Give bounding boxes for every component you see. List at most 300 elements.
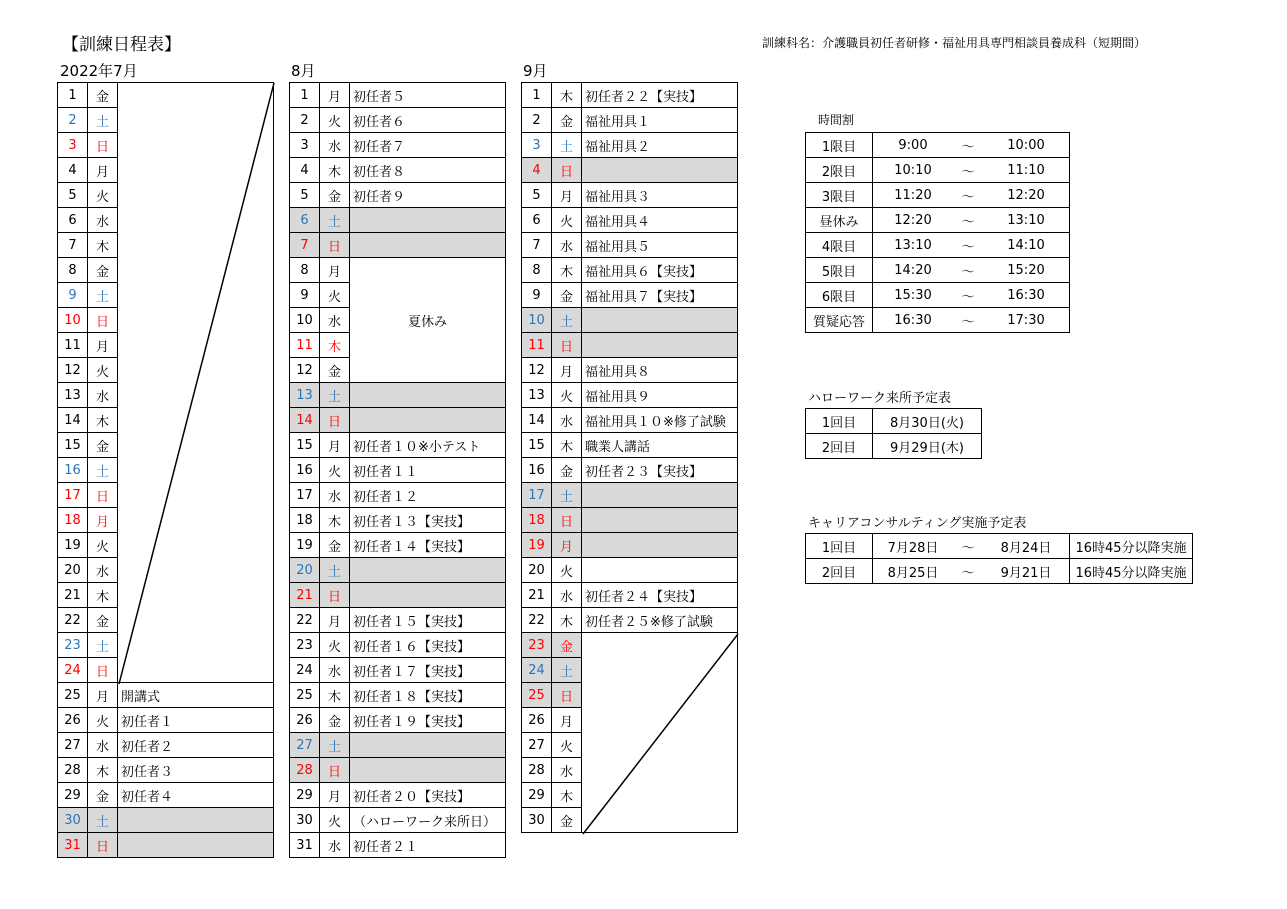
schedule-content: 初任者２: [118, 733, 274, 758]
day-number: 9: [290, 283, 320, 308]
day-number: 28: [290, 758, 320, 783]
weekday: 金: [88, 608, 118, 633]
schedule-content: 初任者５: [350, 83, 506, 108]
calendar-row: [58, 733, 274, 758]
weekday: 金: [552, 808, 582, 833]
calendar-row: [522, 233, 738, 258]
day-number: 16: [58, 458, 88, 483]
calendar-row: [290, 258, 506, 283]
day-number: 14: [290, 408, 320, 433]
start-time: 15:30: [873, 283, 954, 308]
timetable-row: [806, 158, 1070, 183]
weekday: 土: [88, 808, 118, 833]
day-number: 30: [522, 808, 552, 833]
weekday: 火: [88, 708, 118, 733]
weekday: 水: [320, 833, 350, 858]
schedule-content: [582, 558, 738, 583]
month-label-september: 9月: [523, 62, 548, 80]
weekday: 日: [88, 133, 118, 158]
day-number: 4: [290, 158, 320, 183]
month-label-july: 2022年7月: [60, 62, 138, 80]
weekday: 火: [552, 558, 582, 583]
day-number: 8: [522, 258, 552, 283]
calendar-row: [290, 183, 506, 208]
day-number: 28: [522, 758, 552, 783]
weekday: 金: [552, 458, 582, 483]
schedule-content: 職業人講話: [582, 433, 738, 458]
day-number: 21: [290, 583, 320, 608]
schedule-content: 福祉用具１０※修了試験: [582, 408, 738, 433]
day-number: 19: [522, 533, 552, 558]
schedule-content: [350, 383, 506, 408]
day-number: 27: [522, 733, 552, 758]
schedule-content: 福祉用具２: [582, 133, 738, 158]
calendar-row: [290, 108, 506, 133]
schedule-content: 初任者２４【実技】: [582, 583, 738, 608]
weekday: 火: [552, 208, 582, 233]
weekday: 土: [320, 383, 350, 408]
summer-break: 夏休み: [350, 258, 506, 383]
calendar-row: [58, 808, 274, 833]
day-number: 14: [58, 408, 88, 433]
weekday: 水: [552, 758, 582, 783]
session-number: 1回目: [806, 534, 873, 559]
schedule-content: [350, 408, 506, 433]
weekday: 日: [88, 833, 118, 858]
day-number: 13: [58, 383, 88, 408]
day-number: 7: [58, 233, 88, 258]
tilde: ～: [953, 158, 983, 183]
calendar-row: [58, 83, 274, 108]
weekday: 水: [88, 208, 118, 233]
weekday: 木: [320, 683, 350, 708]
hellowork-title: ハローワーク来所予定表: [808, 391, 952, 406]
day-number: 23: [58, 633, 88, 658]
schedule-content: 初任者１８【実技】: [350, 683, 506, 708]
calendar-row: [290, 158, 506, 183]
weekday: 月: [320, 258, 350, 283]
period-name: 4限目: [806, 233, 873, 258]
day-number: 19: [58, 533, 88, 558]
day-number: 5: [522, 183, 552, 208]
schedule-content: [350, 583, 506, 608]
day-number: 3: [290, 133, 320, 158]
day-number: 6: [58, 208, 88, 233]
day-number: 11: [522, 333, 552, 358]
weekday: 水: [320, 483, 350, 508]
calendar-row: [290, 483, 506, 508]
weekday: 日: [320, 583, 350, 608]
weekday: 火: [88, 533, 118, 558]
day-number: 15: [522, 433, 552, 458]
weekday: 水: [320, 308, 350, 333]
career-row: [806, 559, 1193, 584]
schedule-content: 福祉用具７【実技】: [582, 283, 738, 308]
weekday: 日: [320, 233, 350, 258]
calendar-row: [290, 508, 506, 533]
schedule-content: 福祉用具８: [582, 358, 738, 383]
day-number: 25: [58, 683, 88, 708]
hellowork-table: [805, 408, 982, 459]
end-time: 10:00: [983, 133, 1070, 158]
weekday: 木: [320, 158, 350, 183]
weekday: 水: [552, 408, 582, 433]
calendar-row: [290, 733, 506, 758]
end-time: 12:20: [983, 183, 1070, 208]
timetable-row: [806, 208, 1070, 233]
weekday: 木: [552, 783, 582, 808]
timetable: [805, 132, 1070, 333]
day-number: 12: [58, 358, 88, 383]
calendar-row: [522, 308, 738, 333]
calendar-row: [522, 258, 738, 283]
start-time: 12:20: [873, 208, 954, 233]
period-name: 6限目: [806, 283, 873, 308]
month-label-august: 8月: [291, 62, 316, 80]
weekday: 土: [552, 133, 582, 158]
timetable-row: [806, 133, 1070, 158]
calendar-row: [522, 433, 738, 458]
schedule-content: 初任者１９【実技】: [350, 708, 506, 733]
schedule-content: [350, 233, 506, 258]
day-number: 17: [290, 483, 320, 508]
end-time: 17:30: [983, 308, 1070, 333]
weekday: 月: [320, 608, 350, 633]
schedule-content: 初任者６: [350, 108, 506, 133]
weekday: 火: [320, 283, 350, 308]
day-number: 26: [290, 708, 320, 733]
weekday: 火: [88, 358, 118, 383]
calendar-september: [521, 82, 738, 833]
day-number: 27: [290, 733, 320, 758]
calendar-row: [522, 108, 738, 133]
schedule-content: 初任者１６【実技】: [350, 633, 506, 658]
weekday: 月: [552, 183, 582, 208]
weekday: 日: [552, 333, 582, 358]
day-number: 6: [290, 208, 320, 233]
weekday: 土: [88, 458, 118, 483]
day-number: 16: [290, 458, 320, 483]
day-number: 10: [522, 308, 552, 333]
calendar-row: [290, 833, 506, 858]
day-number: 2: [58, 108, 88, 133]
weekday: 日: [88, 658, 118, 683]
visit-number: 1回目: [806, 409, 873, 434]
calendar-row: [290, 558, 506, 583]
schedule-content: 初任者３: [118, 758, 274, 783]
day-number: 5: [58, 183, 88, 208]
period-name: 5限目: [806, 258, 873, 283]
day-number: 24: [290, 658, 320, 683]
day-number: 15: [58, 433, 88, 458]
day-number: 4: [522, 158, 552, 183]
schedule-content: [350, 733, 506, 758]
start-time: 9:00: [873, 133, 954, 158]
calendar-row: [522, 533, 738, 558]
weekday: 土: [88, 633, 118, 658]
schedule-content: （ハローワーク来所日）: [350, 808, 506, 833]
day-number: 26: [58, 708, 88, 733]
calendar-row: [522, 208, 738, 233]
tilde: ～: [953, 534, 983, 559]
schedule-content: [350, 208, 506, 233]
start-date: 7月28日: [873, 534, 954, 559]
weekday: 木: [320, 508, 350, 533]
day-number: 27: [58, 733, 88, 758]
weekday: 日: [552, 508, 582, 533]
weekday: 水: [552, 233, 582, 258]
schedule-content: 福祉用具９: [582, 383, 738, 408]
start-date: 8月25日: [873, 559, 954, 584]
blank-period: [118, 83, 274, 683]
period-name: 1限目: [806, 133, 873, 158]
weekday: 火: [320, 458, 350, 483]
period-name: 昼休み: [806, 208, 873, 233]
schedule-content: [350, 558, 506, 583]
day-number: 23: [522, 633, 552, 658]
schedule-content: 福祉用具５: [582, 233, 738, 258]
weekday: 日: [552, 683, 582, 708]
timetable-row: [806, 258, 1070, 283]
weekday: 日: [552, 158, 582, 183]
schedule-content: 初任者１３【実技】: [350, 508, 506, 533]
career-row: [806, 534, 1193, 559]
weekday: 月: [320, 433, 350, 458]
end-time: 16:30: [983, 283, 1070, 308]
weekday: 金: [320, 708, 350, 733]
day-number: 3: [522, 133, 552, 158]
day-number: 6: [522, 208, 552, 233]
day-number: 8: [290, 258, 320, 283]
weekday: 日: [320, 758, 350, 783]
weekday: 金: [88, 783, 118, 808]
day-number: 29: [290, 783, 320, 808]
day-number: 1: [522, 83, 552, 108]
day-number: 24: [522, 658, 552, 683]
schedule-content: [582, 333, 738, 358]
day-number: 18: [58, 508, 88, 533]
weekday: 月: [552, 533, 582, 558]
day-number: 9: [58, 283, 88, 308]
day-number: 30: [290, 808, 320, 833]
weekday: 木: [320, 333, 350, 358]
weekday: 月: [552, 358, 582, 383]
period-name: 2限目: [806, 158, 873, 183]
schedule-content: [118, 833, 274, 858]
calendar-row: [58, 683, 274, 708]
day-number: 7: [290, 233, 320, 258]
weekday: 水: [552, 583, 582, 608]
calendar-row: [522, 283, 738, 308]
course-name: 訓練科名：介護職員初任者研修・福祉用具専門相談員養成科（短期間）: [762, 36, 1147, 50]
schedule-content: 初任者７: [350, 133, 506, 158]
calendar-row: [290, 208, 506, 233]
calendar-row: [290, 408, 506, 433]
weekday: 土: [552, 308, 582, 333]
day-number: 20: [522, 558, 552, 583]
tilde: ～: [953, 133, 983, 158]
day-number: 25: [522, 683, 552, 708]
schedule-content: [582, 308, 738, 333]
start-time: 16:30: [873, 308, 954, 333]
weekday: 月: [88, 333, 118, 358]
schedule-content: 初任者１０※小テスト: [350, 433, 506, 458]
day-number: 1: [290, 83, 320, 108]
day-number: 18: [522, 508, 552, 533]
weekday: 水: [320, 658, 350, 683]
start-time: 10:10: [873, 158, 954, 183]
schedule-content: 初任者２１: [350, 833, 506, 858]
day-number: 15: [290, 433, 320, 458]
weekday: 水: [88, 383, 118, 408]
calendar-row: [522, 333, 738, 358]
day-number: 14: [522, 408, 552, 433]
day-number: 17: [522, 483, 552, 508]
schedule-content: 初任者１７【実技】: [350, 658, 506, 683]
schedule-content: 初任者２０【実技】: [350, 783, 506, 808]
tilde: ～: [953, 283, 983, 308]
hellowork-row: [806, 434, 982, 459]
calendar-row: [58, 833, 274, 858]
weekday: 土: [552, 658, 582, 683]
weekday: 土: [320, 733, 350, 758]
schedule-content: [582, 158, 738, 183]
session-note: 16時45分以降実施: [1070, 534, 1193, 559]
day-number: 31: [290, 833, 320, 858]
timetable-title: 時間割: [818, 113, 855, 127]
calendar-row: [522, 408, 738, 433]
weekday: 土: [552, 483, 582, 508]
tilde: ～: [953, 308, 983, 333]
end-time: 15:20: [983, 258, 1070, 283]
day-number: 13: [290, 383, 320, 408]
calendar-row: [522, 358, 738, 383]
day-number: 17: [58, 483, 88, 508]
schedule-content: 初任者２５※修了試験: [582, 608, 738, 633]
weekday: 木: [552, 433, 582, 458]
day-number: 21: [58, 583, 88, 608]
weekday: 金: [320, 358, 350, 383]
weekday: 木: [88, 233, 118, 258]
weekday: 水: [320, 133, 350, 158]
day-number: 22: [58, 608, 88, 633]
day-number: 11: [58, 333, 88, 358]
session-number: 2回目: [806, 559, 873, 584]
day-number: 24: [58, 658, 88, 683]
day-number: 31: [58, 833, 88, 858]
day-number: 2: [290, 108, 320, 133]
calendar-row: [290, 133, 506, 158]
day-number: 20: [290, 558, 320, 583]
end-date: 9月21日: [983, 559, 1070, 584]
calendar-row: [290, 683, 506, 708]
session-note: 16時45分以降実施: [1070, 559, 1193, 584]
day-number: 3: [58, 133, 88, 158]
day-number: 9: [522, 283, 552, 308]
day-number: 29: [58, 783, 88, 808]
calendar-july: [57, 82, 274, 858]
career-title: キャリアコンサルティング実施予定表: [808, 516, 1027, 531]
weekday: 火: [552, 383, 582, 408]
schedule-content: 初任者９: [350, 183, 506, 208]
schedule-content: [582, 483, 738, 508]
calendar-row: [522, 633, 738, 658]
weekday: 火: [552, 733, 582, 758]
calendar-row: [290, 383, 506, 408]
start-time: 11:20: [873, 183, 954, 208]
schedule-content: 初任者１４【実技】: [350, 533, 506, 558]
weekday: 火: [320, 808, 350, 833]
weekday: 金: [88, 433, 118, 458]
calendar-row: [522, 458, 738, 483]
end-date: 8月24日: [983, 534, 1070, 559]
schedule-content: [350, 758, 506, 783]
weekday: 木: [88, 408, 118, 433]
weekday: 火: [320, 633, 350, 658]
weekday: 金: [88, 83, 118, 108]
schedule-content: 初任者１: [118, 708, 274, 733]
career-table: [805, 533, 1193, 584]
end-time: 14:10: [983, 233, 1070, 258]
day-number: 5: [290, 183, 320, 208]
weekday: 金: [552, 283, 582, 308]
day-number: 25: [290, 683, 320, 708]
weekday: 火: [88, 183, 118, 208]
weekday: 土: [88, 108, 118, 133]
day-number: 19: [290, 533, 320, 558]
tilde: ～: [953, 183, 983, 208]
calendar-row: [522, 133, 738, 158]
weekday: 月: [320, 783, 350, 808]
weekday: 土: [320, 208, 350, 233]
day-number: 26: [522, 708, 552, 733]
schedule-content: [582, 508, 738, 533]
day-number: 7: [522, 233, 552, 258]
start-time: 14:20: [873, 258, 954, 283]
day-number: 10: [290, 308, 320, 333]
calendar-row: [522, 558, 738, 583]
calendar-row: [58, 758, 274, 783]
hellowork-row: [806, 409, 982, 434]
calendar-row: [522, 83, 738, 108]
tilde: ～: [953, 233, 983, 258]
weekday: 木: [552, 608, 582, 633]
schedule-content: 初任者２３【実技】: [582, 458, 738, 483]
blank-period: [582, 633, 738, 833]
schedule-content: 開講式: [118, 683, 274, 708]
page-title: 【訓練日程表】: [62, 35, 181, 55]
day-number: 13: [522, 383, 552, 408]
visit-number: 2回目: [806, 434, 873, 459]
weekday: 金: [88, 258, 118, 283]
calendar-row: [522, 158, 738, 183]
calendar-row: [290, 633, 506, 658]
day-number: 8: [58, 258, 88, 283]
schedule-content: 福祉用具４: [582, 208, 738, 233]
schedule-content: [118, 808, 274, 833]
calendar-row: [290, 458, 506, 483]
calendar-row: [290, 658, 506, 683]
calendar-row: [290, 433, 506, 458]
schedule-content: 初任者１２: [350, 483, 506, 508]
weekday: 金: [320, 533, 350, 558]
day-number: 23: [290, 633, 320, 658]
day-number: 1: [58, 83, 88, 108]
calendar-row: [290, 233, 506, 258]
day-number: 12: [522, 358, 552, 383]
day-number: 21: [522, 583, 552, 608]
calendar-row: [290, 533, 506, 558]
